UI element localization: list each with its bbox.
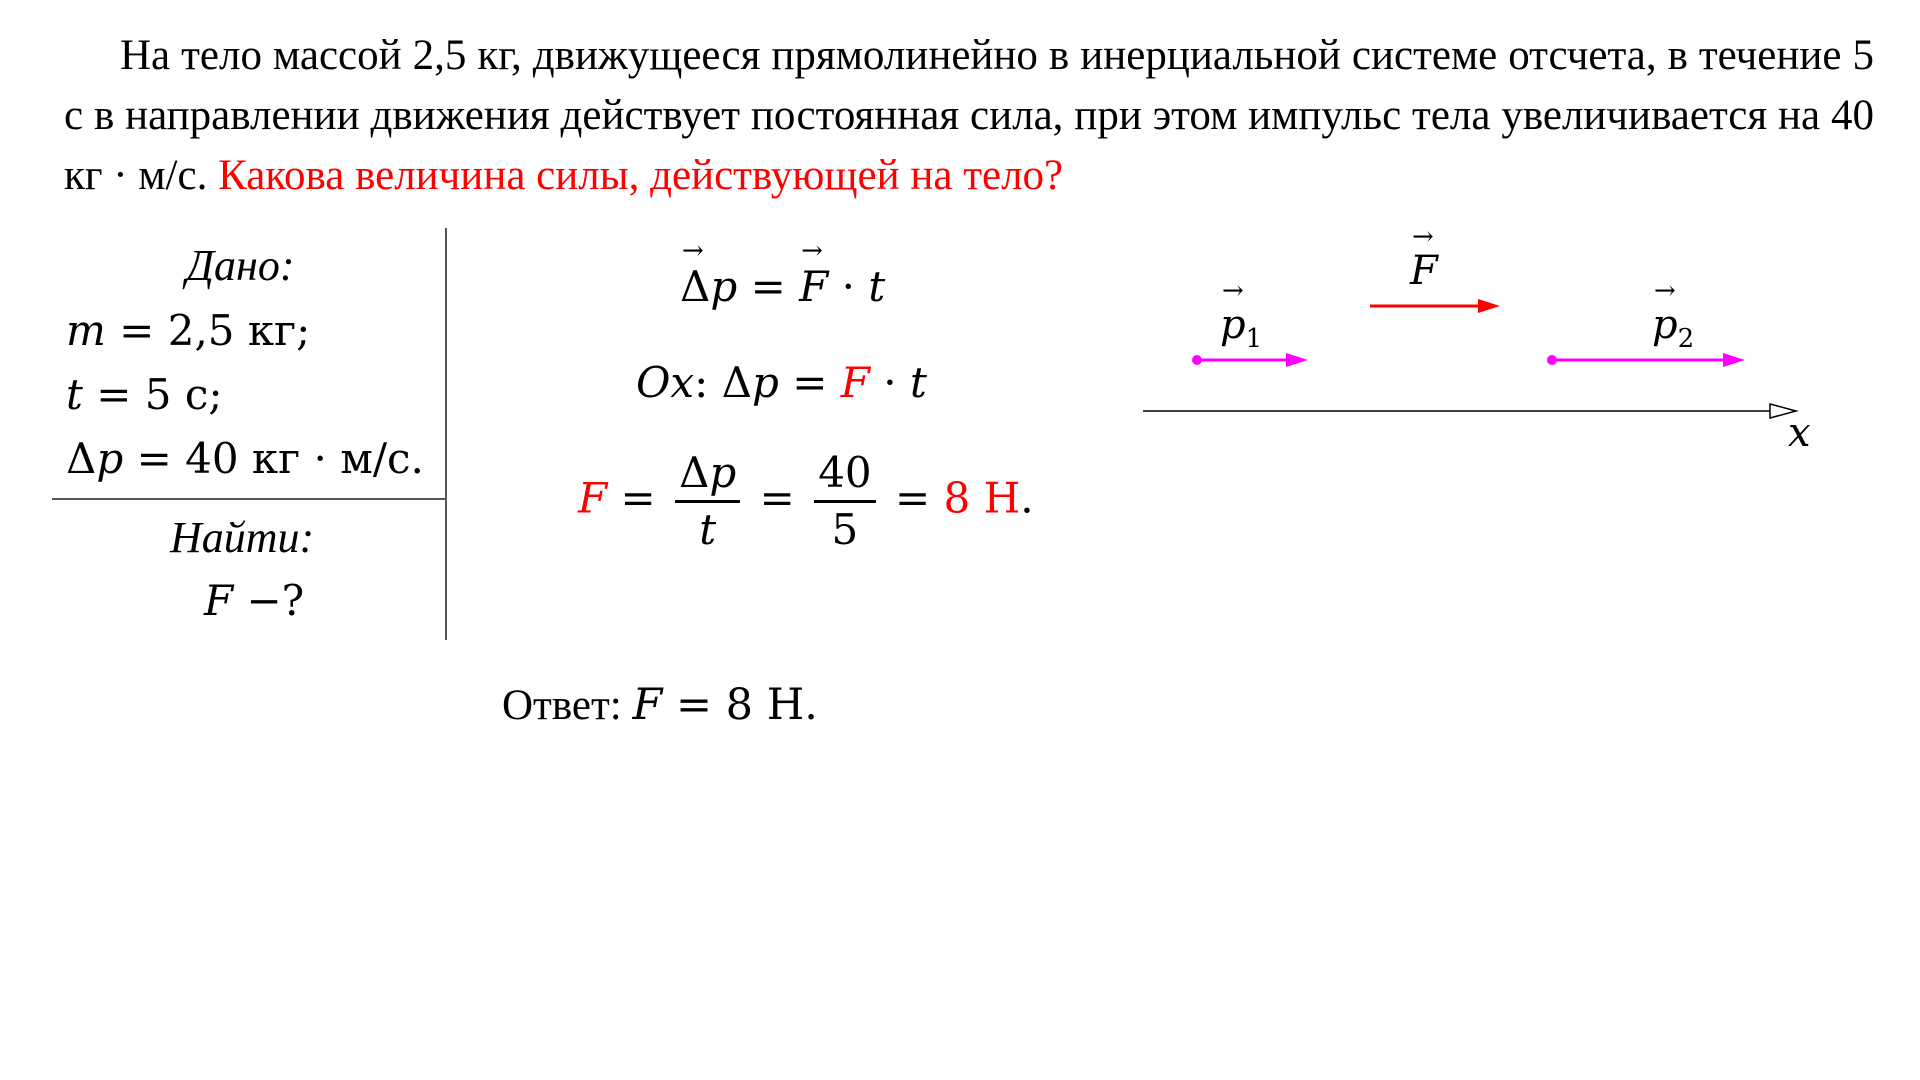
fraction-denominator-symbolic: 𝑡	[699, 505, 717, 554]
fraction-numerator-symbolic: Δ𝑝	[675, 446, 740, 503]
fraction-numerator-numeric: 40	[814, 446, 875, 503]
find-label: Найти:	[170, 513, 315, 562]
force-label	[1410, 248, 1438, 294]
projection-force: 𝐹	[840, 358, 870, 407]
result-equals-2: =	[746, 473, 809, 523]
p1-label-symbol: → 𝑝	[1220, 302, 1246, 348]
momentum-p1-arrow	[1192, 353, 1308, 367]
p1-label	[1220, 302, 1262, 354]
result-period: .	[1020, 473, 1034, 523]
given-time: 𝑡 = 5 с;	[66, 370, 223, 419]
problem-text: На тело массой 2,5 кг, движущееся прямолинейно в инерциальной системе отсчета, в течение 5 с в направлении движения действует постоянная сила, при этом импульс тела увеличивается на 40 кг · м/с.	[64, 32, 1874, 199]
equation-equals: =	[737, 262, 800, 311]
result-force-symbol: 𝐹	[578, 473, 608, 523]
p1-label-subscript: 1	[1245, 324, 1263, 354]
problem-question: Какова величина силы, действующей на тело?	[218, 152, 1064, 199]
result-value: 8 Н	[943, 473, 1021, 523]
given-mass: 𝑚 = 2,5 кг;	[66, 306, 311, 355]
find-value: 𝐹 −?	[204, 576, 305, 625]
result-equals-1: =	[607, 473, 670, 523]
result-equals-3: =	[881, 473, 944, 523]
answer-label: Ответ:	[502, 682, 633, 729]
equation-times-t: · 𝑡	[828, 262, 886, 311]
given-label: Дано:	[186, 241, 295, 290]
projection-suffix: · 𝑡	[869, 358, 927, 407]
p2-label-symbol: → 𝑝	[1652, 302, 1678, 348]
answer-value: 𝐹 = 8 Н.	[632, 680, 818, 730]
p2-label-subscript: 2	[1677, 324, 1695, 354]
force-vector: → 𝐹	[799, 262, 828, 311]
momentum-p2-arrow	[1547, 353, 1745, 367]
fraction-denominator-numeric: 5	[831, 505, 859, 554]
given-momentum-change: Δ𝑝 = 40 кг · м/с.	[66, 434, 424, 483]
delta-p-vector: → Δ𝑝	[680, 262, 737, 311]
force-label-symbol: → 𝐹	[1410, 248, 1438, 294]
x-axis	[1143, 404, 1796, 418]
force-arrow	[1370, 299, 1500, 313]
projection-prefix: 𝑂𝑥: Δ𝑝 =	[636, 358, 841, 407]
x-axis-label: 𝑥	[1788, 410, 1811, 456]
p2-label	[1652, 302, 1694, 354]
